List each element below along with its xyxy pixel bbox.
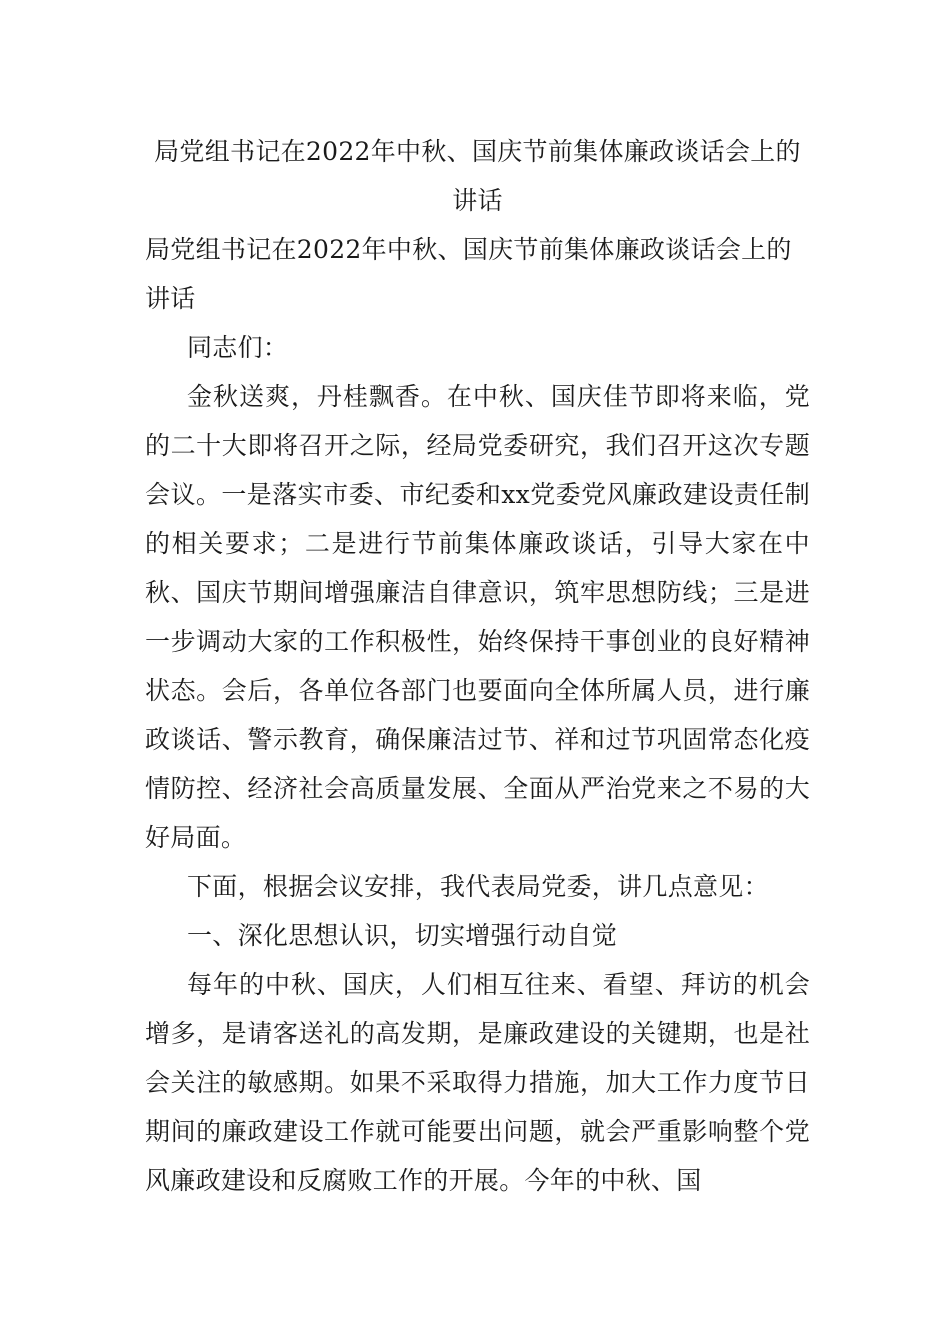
document-body: [145, 127, 810, 1205]
document-title: 局党组书记在2022年中秋、国庆节前集体廉政谈话会上的讲话: [154, 137, 801, 215]
paragraph-agenda: 下面，根据会议安排，我代表局党委，讲几点意见：: [187, 872, 769, 901]
salutation: 同志们：: [187, 333, 289, 362]
section-heading-1: 一、深化思想认识，切实增强行动自觉: [187, 921, 618, 950]
paragraph-intro: 金秋送爽，丹桂飘香。在中秋、国庆佳节即将来临，党的二十大即将召开之际，经局党委研究，我们召开这次专题会议。一是落实市委、市纪委和xx党委党风廉政建设责任制的相关要求；二是进行节前集体廉政谈话，引导大家在中秋、国庆节期间增强廉洁自律意识，筑牢思想防线；三是进一步调动大家的工作积极性，始终保持干事创业的良好精神状态。会后，各单位各部门也要面向全体所属人员，进行廉政谈话、警示教育，确保廉洁过节、祥和过节巩固常态化疫情防控、经济社会高质量发展、全面从严治党来之不易的大好局面。: [145, 382, 810, 852]
document-title-repeat: 局党组书记在2022年中秋、国庆节前集体廉政谈话会上的讲话: [145, 235, 792, 313]
paragraph-section-1: 每年的中秋、国庆，人们相互往来、看望、拜访的机会增多，是请客送礼的高发期，是廉政建设的关键期，也是社会关注的敏感期。如果不采取得力措施，加大工作力度节日期间的廉政建设工作就可能要出问题，就会严重影响整个党风廉政建设和反腐败工作的开展。今年的中秋、国: [145, 970, 810, 1195]
